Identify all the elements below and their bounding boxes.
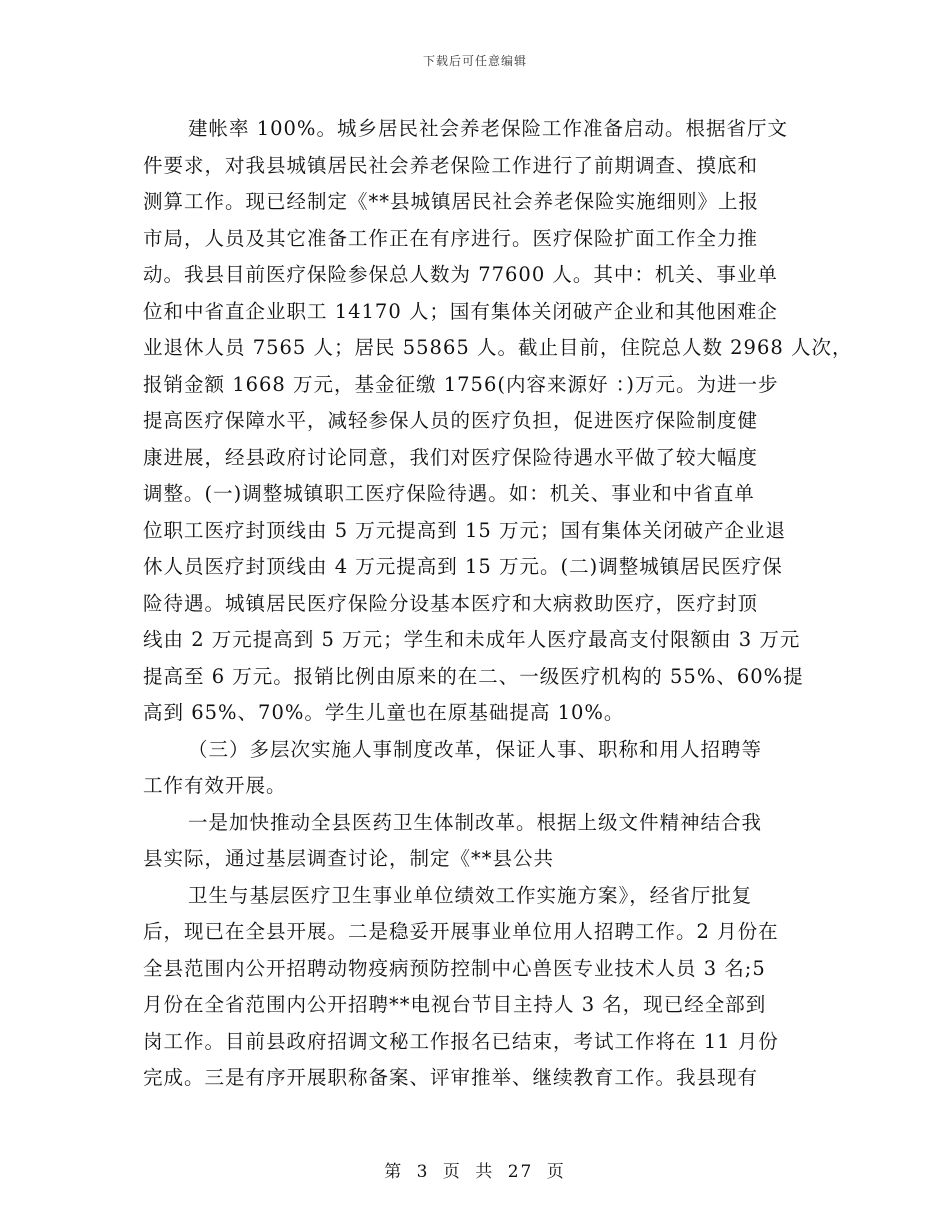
paragraph-line: 动。我县目前医疗保险参保总人数为 77600 人。其中：机关、事业单: [143, 263, 778, 286]
paragraph-line: 县实际，通过基层调查讨论，制定《**县公共: [143, 847, 555, 870]
paragraph-line: 高到 65%、70%。学生儿童也在原基础提高 10%。: [143, 701, 625, 724]
paragraph-line: 市局，人员及其它准备工作正在有序进行。医疗保险扩面工作全力推: [143, 226, 759, 250]
paragraph-line: （三）多层次实施人事制度改革，保证人事、职称和用人招聘等: [188, 737, 763, 761]
paragraph-line: 测算工作。现已经制定《**县城镇居民社会养老保险实施细则》上报: [143, 190, 760, 213]
paragraph-line: 完成。三是有序开展职称备案、评审推举、继续教育工作。我县现有: [143, 1066, 759, 1089]
paragraph-line: 险待遇。城镇居民医疗保险分设基本医疗和大病救助医疗，医疗封顶: [143, 591, 759, 615]
paragraph-line: 工作有效开展。: [143, 774, 287, 797]
paragraph-line: 调整。(一)调整城镇职工医疗保险待遇。如：机关、事业和中省直单: [143, 482, 755, 505]
paragraph-line: 提高至 6 万元。报销比例由原来的在二、一级医疗机构的 55%、60%提: [143, 664, 804, 688]
paragraph-line: 休人员医疗封顶线由 4 万元提高到 15 万元。(二)调整城镇居民医疗保: [143, 555, 783, 578]
page-number-footer: 第 3 页 共 27 页: [384, 1162, 566, 1182]
page-header-note: 下载后可任意编辑: [422, 54, 527, 68]
paragraph-line: 件要求，对我县城镇居民社会养老保险工作进行了前期调查、摸底和: [143, 153, 759, 177]
paragraph-line: 建帐率 100%。城乡居民社会养老保险工作准备启动。根据省厅文: [188, 117, 788, 140]
paragraph-line: 岗工作。目前县政府招调文秘工作报名已结束，考试工作将在 11 月份: [143, 1029, 779, 1053]
paragraph-line: 卫生与基层医疗卫生事业单位绩效工作实施方案》，经省厅批复: [188, 883, 753, 907]
paragraph-line: 后，现已在全县开展。二是稳妥开展事业单位用人招聘工作。2 月份在: [143, 920, 779, 943]
paragraph-line: 业退休人员 7565 人；居民 55865 人。截止目前，住院总人数 2968 人次，: [143, 336, 853, 359]
paragraph-line: 位和中省直企业职工 14170 人；国有集体关闭破产企业和其他困难企: [143, 299, 778, 323]
paragraph-line: 一是加快推动全县医药卫生体制改革。根据上级文件精神结合我: [188, 810, 763, 834]
paragraph-line: 月份在全省范围内公开招聘**电视台节目主持人 3 名，现已经全部到: [143, 993, 767, 1016]
paragraph-line: 全县范围内公开招聘动物疫病预防控制中心兽医专业技术人员 3 名;5: [143, 956, 766, 980]
paragraph-line: 线由 2 万元提高到 5 万元；学生和未成年人医疗最高支付限额由 3 万元: [143, 628, 801, 651]
paragraph-line: 报销金额 1668 万元，基金征缴 1756(内容来源好 ：)万元。为进一步: [143, 372, 779, 396]
paragraph-line: 提高医疗保障水平，减轻参保人员的医疗负担，促进医疗保险制度健: [143, 409, 759, 432]
paragraph-line: 位职工医疗封顶线由 5 万元提高到 15 万元；国有集体关闭破产企业退: [143, 518, 787, 542]
paragraph-line: 康进展，经县政府讨论同意，我们对医疗保险待遇水平做了较大幅度: [143, 445, 759, 469]
